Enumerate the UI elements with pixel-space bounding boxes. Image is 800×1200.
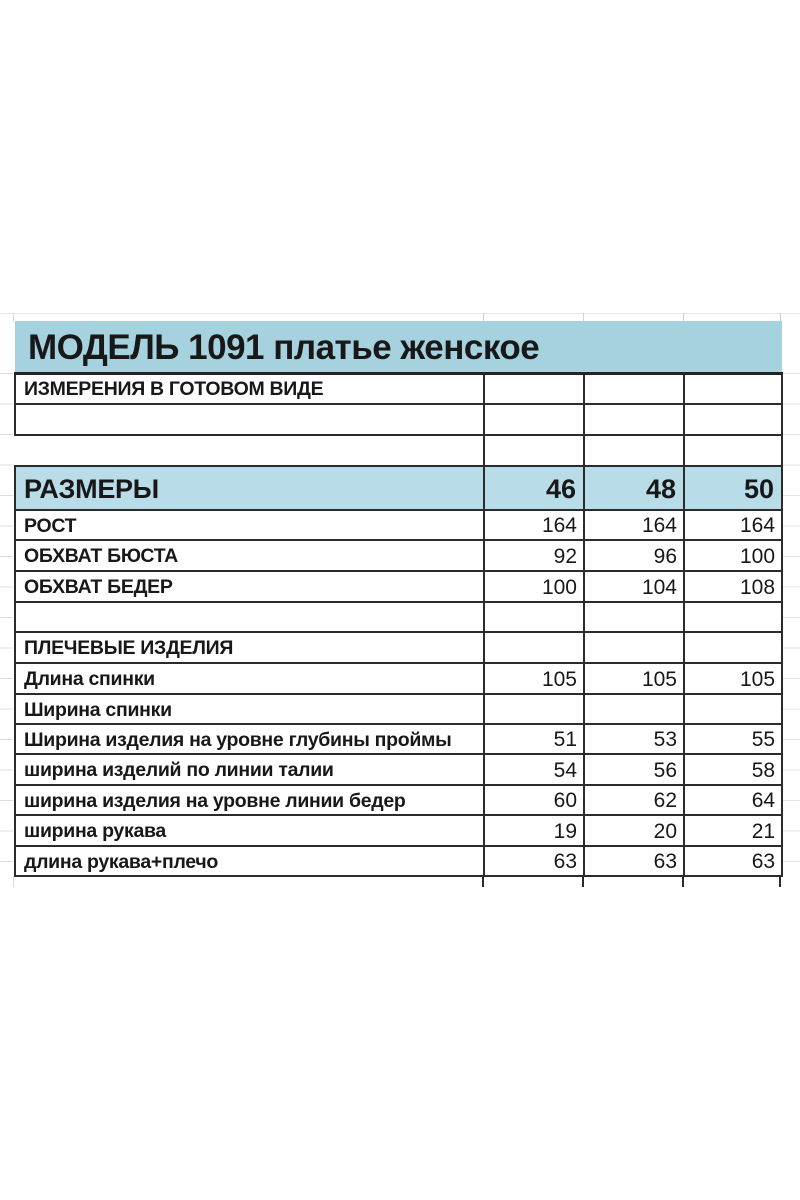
table-row (15, 435, 782, 466)
table-row (15, 510, 782, 540)
cell (584, 404, 684, 435)
cell: 20 (584, 815, 684, 846)
size-46: 46 (484, 466, 584, 510)
cell: 164 (584, 510, 684, 540)
spacer-row (15, 602, 782, 632)
cell (684, 602, 782, 632)
table-row (15, 694, 782, 724)
table-row (15, 754, 782, 785)
cell (484, 404, 584, 435)
cell (684, 373, 782, 404)
cell: 105 (584, 663, 684, 694)
section-row (15, 632, 782, 663)
cell: 63 (684, 846, 782, 876)
cell (684, 404, 782, 435)
row-label: Длина спинки (15, 663, 484, 694)
cell: 63 (584, 846, 684, 876)
cell: 56 (584, 754, 684, 785)
row-label: РОСТ (15, 510, 484, 540)
cell (584, 694, 684, 724)
size-chart-table (14, 321, 783, 877)
table-row (15, 785, 782, 815)
border-stub (779, 876, 781, 887)
cell (584, 435, 684, 466)
cell (684, 435, 782, 466)
cell: 108 (684, 571, 782, 602)
row-label (15, 404, 484, 435)
table-row (15, 571, 782, 602)
row-label: Ширина спинки (15, 694, 484, 724)
size-50: 50 (684, 466, 782, 510)
table-row (15, 815, 782, 846)
cell: 19 (484, 815, 584, 846)
cell (684, 632, 782, 663)
cell (484, 435, 584, 466)
row-label: ширина изделий по линии талии (15, 754, 484, 785)
cell (484, 373, 584, 404)
cell: 63 (484, 846, 584, 876)
cell: 51 (484, 724, 584, 754)
row-label: ширина изделия на уровне линии бедер (15, 785, 484, 815)
cell: 105 (484, 663, 584, 694)
sizes-header-row (15, 466, 782, 510)
row-label: длина рукава+плечо (15, 846, 484, 876)
gridline (0, 373, 13, 887)
row-label: ширина рукава (15, 815, 484, 846)
row-label: ИЗМЕРЕНИЯ В ГОТОВОМ ВИДЕ (15, 373, 484, 404)
table-row (15, 540, 782, 571)
cell: 58 (684, 754, 782, 785)
table-row (15, 724, 782, 754)
border-stub (682, 876, 684, 887)
cell: 104 (584, 571, 684, 602)
row-label (15, 435, 484, 466)
cell: 105 (684, 663, 782, 694)
size-48: 48 (584, 466, 684, 510)
cell: 60 (484, 785, 584, 815)
cell: 96 (584, 540, 684, 571)
cell: 53 (584, 724, 684, 754)
gridline (781, 373, 800, 877)
table-row (15, 373, 782, 404)
border-stub (482, 876, 484, 887)
cell: 164 (484, 510, 584, 540)
cell: 54 (484, 754, 584, 785)
cell: 64 (684, 785, 782, 815)
cell: 100 (684, 540, 782, 571)
table-row (15, 404, 782, 435)
row-label: ОБХВАТ БЮСТА (15, 540, 484, 571)
row-label: Ширина изделия на уровне глубины проймы (15, 724, 484, 754)
row-label: ОБХВАТ БЕДЕР (15, 571, 484, 602)
cell: 164 (684, 510, 782, 540)
cell (584, 602, 684, 632)
table-row (15, 663, 782, 694)
cell (484, 632, 584, 663)
section-label: ПЛЕЧЕВЫЕ ИЗДЕЛИЯ (15, 632, 484, 663)
table-title-row (15, 321, 782, 373)
border-stub (582, 876, 584, 887)
cell (584, 373, 684, 404)
gridline (13, 876, 14, 887)
cell: 100 (484, 571, 584, 602)
page-title: МОДЕЛЬ 1091 платье женское (15, 321, 782, 373)
table-row (15, 846, 782, 876)
cell (484, 602, 584, 632)
cell: 21 (684, 815, 782, 846)
cell: 62 (584, 785, 684, 815)
gridline (0, 313, 800, 314)
cell (484, 694, 584, 724)
cell (684, 694, 782, 724)
cell: 55 (684, 724, 782, 754)
cell (584, 632, 684, 663)
row-label (15, 602, 484, 632)
sizes-label: РАЗМЕРЫ (15, 466, 484, 510)
cell: 92 (484, 540, 584, 571)
